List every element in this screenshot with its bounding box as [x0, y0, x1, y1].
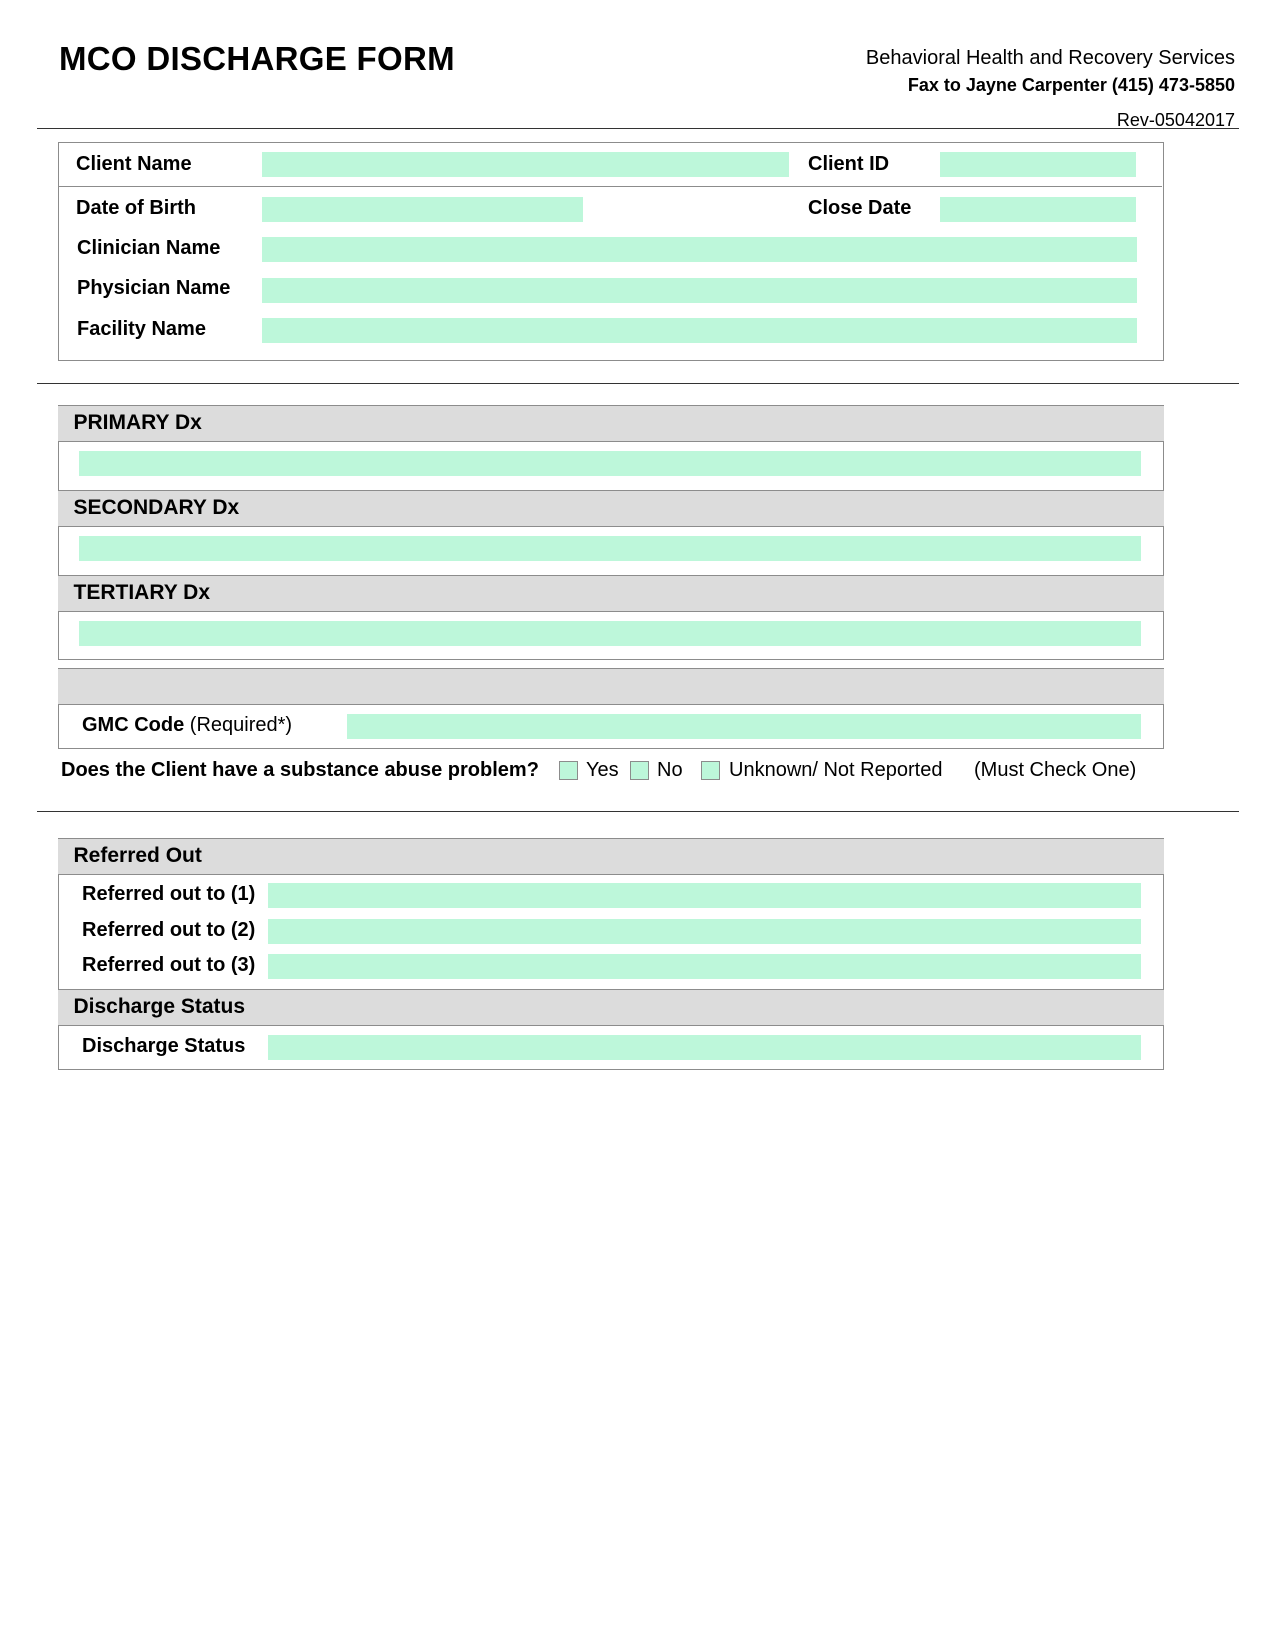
organization-name: Behavioral Health and Recovery Services — [865, 47, 1235, 69]
facility-label: Facility Name — [77, 318, 206, 340]
checkbox-no[interactable] — [630, 761, 649, 780]
revision-code: Rev-05042017 — [1116, 110, 1235, 130]
option-unknown-label: Unknown/ Not Reported — [729, 759, 943, 781]
client-id-field[interactable] — [940, 152, 1136, 177]
secondary-dx-header — [58, 490, 1164, 527]
checkbox-unknown[interactable] — [701, 761, 720, 780]
tertiary-dx-label: TERTIARY Dx — [73, 581, 211, 604]
primary-dx-header — [58, 405, 1164, 442]
gmc-box — [58, 668, 1164, 749]
referred-out-1-field[interactable] — [268, 883, 1141, 908]
gmc-code-field[interactable] — [347, 714, 1141, 739]
discharge-status-field[interactable] — [268, 1035, 1141, 1060]
discharge-status-header — [58, 989, 1164, 1026]
discharge-status-label: Discharge Status — [82, 1035, 246, 1057]
referred-out-3-label: Referred out to (3) — [82, 954, 256, 976]
gmc-required-note: (Required*) — [189, 714, 293, 736]
referred-out-title: Referred Out — [73, 844, 202, 867]
physician-label: Physician Name — [77, 277, 231, 299]
physician-field[interactable] — [262, 278, 1137, 303]
clinician-field[interactable] — [262, 237, 1137, 262]
facility-field[interactable] — [262, 318, 1137, 343]
tertiary-dx-header — [58, 575, 1164, 612]
referred-out-2-field[interactable] — [268, 919, 1141, 944]
checkbox-yes[interactable] — [559, 761, 578, 780]
referral-box — [58, 838, 1164, 1070]
referred-out-3-field[interactable] — [268, 954, 1141, 979]
close-date-field[interactable] — [940, 197, 1136, 222]
divider — [37, 128, 1239, 129]
referred-out-header — [58, 838, 1164, 875]
client-name-field[interactable] — [262, 152, 789, 177]
discharge-status-title: Discharge Status — [73, 995, 246, 1018]
divider — [37, 811, 1239, 812]
option-yes-label: Yes — [586, 759, 619, 781]
dob-label: Date of Birth — [76, 197, 196, 219]
referred-out-1-label: Referred out to (1) — [82, 883, 256, 905]
fax-instruction: Fax to Jayne Carpenter (415) 473-5850 — [907, 75, 1235, 95]
secondary-dx-field[interactable] — [79, 536, 1141, 561]
secondary-dx-label: SECONDARY Dx — [73, 496, 240, 519]
primary-dx-field[interactable] — [79, 451, 1141, 476]
client-info-box — [58, 142, 1164, 361]
must-check-note: (Must Check One) — [974, 759, 1137, 781]
gmc-label-text: GMC Code — [82, 714, 185, 736]
client-name-label: Client Name — [76, 153, 192, 175]
option-no-label: No — [657, 759, 683, 781]
primary-dx-label: PRIMARY Dx — [73, 411, 202, 434]
clinician-label: Clinician Name — [77, 237, 221, 259]
tertiary-dx-field[interactable] — [79, 621, 1141, 646]
gmc-label — [82, 714, 292, 737]
close-date-label: Close Date — [808, 197, 912, 219]
row-divider — [59, 186, 1162, 187]
dob-field[interactable] — [262, 197, 583, 222]
client-id-label: Client ID — [808, 153, 890, 175]
diagnosis-box — [58, 405, 1164, 660]
referred-out-2-label: Referred out to (2) — [82, 919, 256, 941]
form-title: MCO DISCHARGE FORM — [59, 40, 455, 77]
substance-question: Does the Client have a substance abuse problem? — [61, 759, 539, 781]
gmc-header-bar — [58, 668, 1164, 705]
divider — [37, 383, 1239, 384]
